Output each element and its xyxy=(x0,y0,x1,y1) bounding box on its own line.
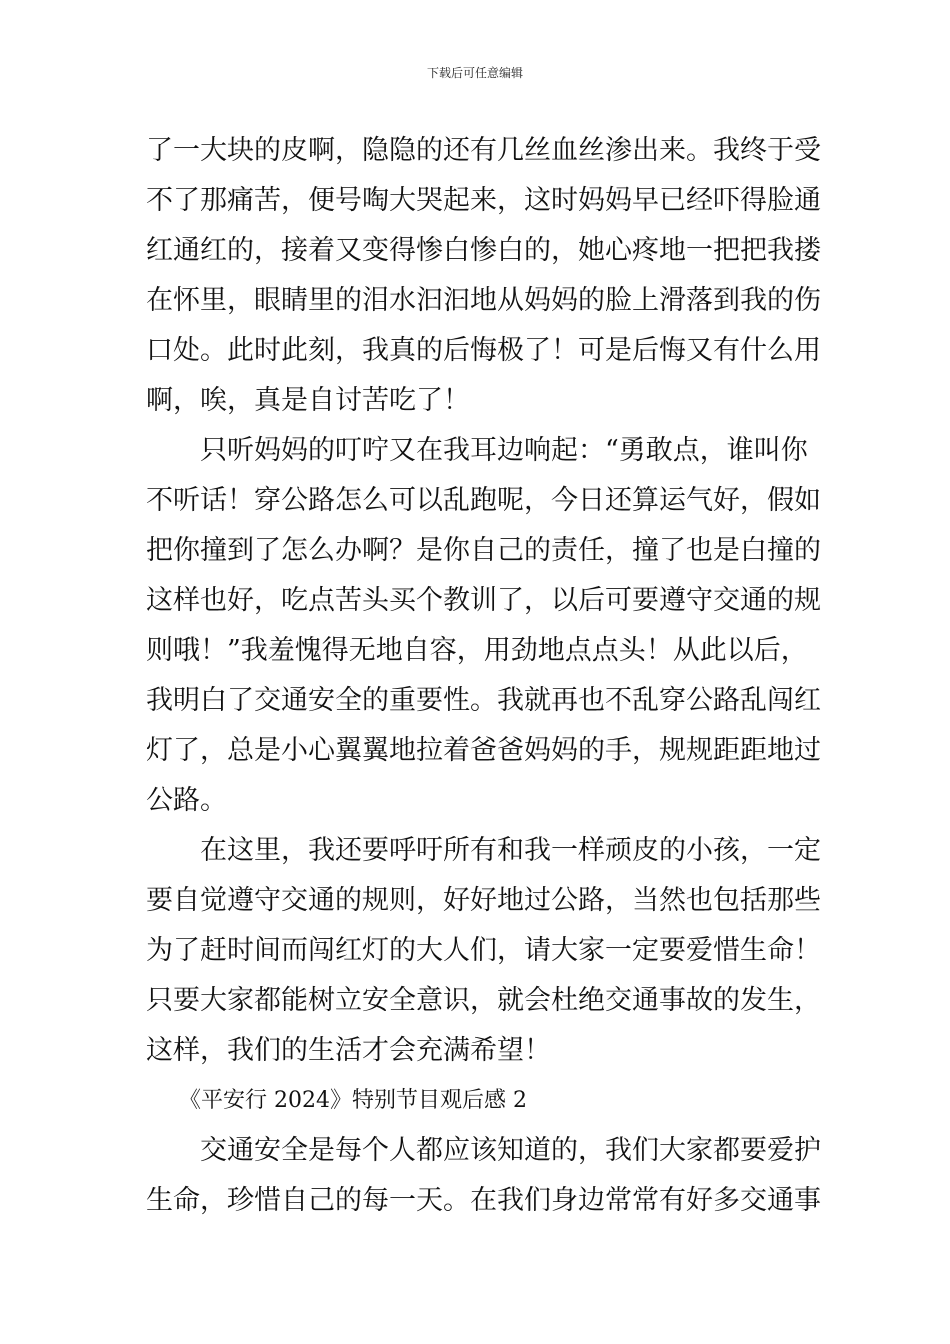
text-line: 公路。 xyxy=(146,785,227,816)
text-line: 在这里，我还要呼吁所有和我一样顽皮的小孩，一定 xyxy=(146,835,821,866)
text-line: 为了赶时间而闯红灯的大人们，请大家一定要爱惜生命！ xyxy=(146,935,821,966)
page-header-note: 下载后可任意编辑 xyxy=(426,66,523,80)
text-line: 啊，唉，真是自讨苦吃了！ xyxy=(146,385,470,416)
text-line: 则哦！”我羞愧得无地自容，用劲地点点头！从此以后， xyxy=(146,635,808,666)
text-line: 只听妈妈的叮咛又在我耳边响起：“勇敢点，谁叫你 xyxy=(146,435,808,466)
text-line: 交通安全是每个人都应该知道的，我们大家都要爱护 xyxy=(146,1135,821,1166)
text-line: 生命，珍惜自己的每一天。在我们身边常常有好多交通事 xyxy=(146,1185,821,1216)
text-line: 口处。此时此刻，我真的后悔极了！可是后悔又有什么用 xyxy=(146,335,821,366)
text-line: 这样，我们的生活才会充满希望！ xyxy=(146,1035,551,1066)
text-line: 只要大家都能树立安全意识，就会杜绝交通事故的发生， xyxy=(146,985,821,1016)
text-line: 了一大块的皮啊，隐隐的还有几丝血丝渗出来。我终于受 xyxy=(146,135,821,166)
text-line: 把你撞到了怎么办啊？是你自己的责任，撞了也是白撞的 xyxy=(146,535,821,566)
document-body xyxy=(146,126,821,1226)
text-line: 这样也好，吃点苦头买个教训了，以后可要遵守交通的规 xyxy=(146,585,821,616)
text-line: 在怀里，眼睛里的泪水汩汩地从妈妈的脸上滑落到我的伤 xyxy=(146,285,821,316)
text-line: 不听话！穿公路怎么可以乱跑呢，今日还算运气好，假如 xyxy=(146,485,821,516)
text-line: 红通红的，接着又变得惨白惨白的，她心疼地一把把我搂 xyxy=(146,235,821,266)
text-line: 要自觉遵守交通的规则，好好地过公路，当然也包括那些 xyxy=(146,885,821,916)
text-line: 不了那痛苦，便号啕大哭起来，这时妈妈早已经吓得脸通 xyxy=(146,185,821,216)
text-line: 灯了，总是小心翼翼地拉着爸爸妈妈的手，规规距距地过 xyxy=(146,735,821,766)
section-title: 《平安行 2024》特别节目观后感 2 xyxy=(146,1088,527,1113)
text-line: 我明白了交通安全的重要性。我就再也不乱穿公路乱闯红 xyxy=(146,685,821,716)
